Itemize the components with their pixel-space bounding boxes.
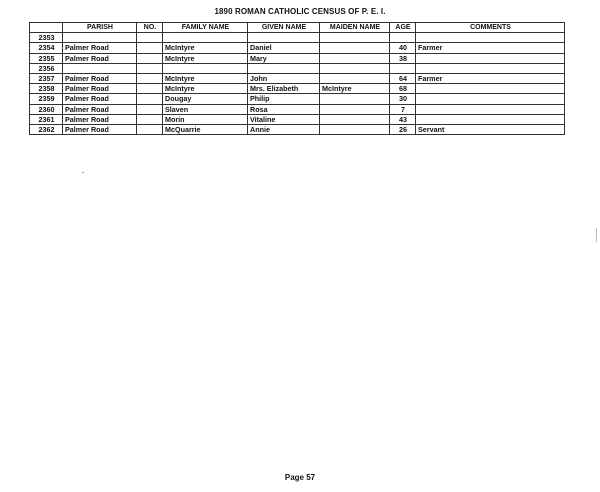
cell-no [137, 114, 163, 124]
cell-id: 2358 [30, 84, 63, 94]
cell-comments: Servant [416, 124, 565, 134]
cell-maiden-name [320, 63, 390, 73]
cell-family-name: Morin [163, 114, 248, 124]
column-header-maiden-name: MAIDEN NAME [320, 23, 390, 33]
header-row [30, 23, 565, 33]
cell-parish: Palmer Road [63, 114, 137, 124]
page-number: Page 57 [284, 473, 316, 482]
cell-family-name [163, 63, 248, 73]
cell-no [137, 73, 163, 83]
cell-given-name: Mary [248, 53, 320, 63]
cell-given-name: Vitaline [248, 114, 320, 124]
cell-given-name [248, 63, 320, 73]
cell-comments [416, 33, 565, 43]
cell-given-name: Annie [248, 124, 320, 134]
cell-maiden-name [320, 53, 390, 63]
column-header-given-name: GIVEN NAME [248, 23, 320, 33]
cell-parish: Palmer Road [63, 43, 137, 53]
cell-given-name: Rosa [248, 104, 320, 114]
cell-age [390, 63, 416, 73]
cell-given-name: Mrs. Elizabeth [248, 84, 320, 94]
cell-comments [416, 94, 565, 104]
cell-parish: Palmer Road [63, 53, 137, 63]
cell-age: 26 [390, 124, 416, 134]
cell-age: 64 [390, 73, 416, 83]
cell-comments [416, 104, 565, 114]
cell-family-name: Slaven [163, 104, 248, 114]
cell-id: 2362 [30, 124, 63, 134]
table-row [30, 63, 565, 73]
cell-maiden-name [320, 33, 390, 43]
column-header-age: AGE [390, 23, 416, 33]
table-row [30, 104, 565, 114]
cell-age: 40 [390, 43, 416, 53]
cell-age: 43 [390, 114, 416, 124]
cell-id: 2353 [30, 33, 63, 43]
table-row [30, 73, 565, 83]
cell-no [137, 43, 163, 53]
cell-given-name: Daniel [248, 43, 320, 53]
census-table [29, 22, 565, 135]
column-header-no: NO. [137, 23, 163, 33]
cell-maiden-name [320, 124, 390, 134]
cell-age: 38 [390, 53, 416, 63]
cell-given-name [248, 33, 320, 43]
cell-age [390, 33, 416, 43]
cell-parish: Palmer Road [63, 84, 137, 94]
column-header-comments: COMMENTS [416, 23, 565, 33]
column-header-parish: PARISH [63, 23, 137, 33]
cell-id: 2361 [30, 114, 63, 124]
cell-parish: Palmer Road [63, 104, 137, 114]
cell-age: 68 [390, 84, 416, 94]
cell-id: 2356 [30, 63, 63, 73]
cell-given-name: Philip [248, 94, 320, 104]
scan-speck [596, 228, 597, 242]
cell-age: 30 [390, 94, 416, 104]
cell-comments [416, 63, 565, 73]
cell-family-name: McIntyre [163, 53, 248, 63]
cell-family-name: Dougay [163, 94, 248, 104]
cell-comments [416, 53, 565, 63]
cell-comments: Farmer [416, 43, 565, 53]
cell-no [137, 84, 163, 94]
column-header-family-name: FAMILY NAME [163, 23, 248, 33]
cell-parish: Palmer Road [63, 94, 137, 104]
cell-no [137, 53, 163, 63]
cell-maiden-name [320, 104, 390, 114]
cell-parish: Palmer Road [63, 124, 137, 134]
table-row [30, 124, 565, 134]
cell-id: 2357 [30, 73, 63, 83]
cell-family-name: McIntyre [163, 43, 248, 53]
cell-comments [416, 84, 565, 94]
cell-no [137, 33, 163, 43]
cell-maiden-name [320, 73, 390, 83]
table-row [30, 43, 565, 53]
table-row [30, 114, 565, 124]
cell-maiden-name: McIntyre [320, 84, 390, 94]
cell-id: 2354 [30, 43, 63, 53]
cell-family-name: McIntyre [163, 73, 248, 83]
cell-family-name: McIntyre [163, 84, 248, 94]
cell-id: 2359 [30, 94, 63, 104]
cell-parish [63, 33, 137, 43]
cell-no [137, 124, 163, 134]
table-row [30, 53, 565, 63]
cell-comments [416, 114, 565, 124]
cell-maiden-name [320, 43, 390, 53]
cell-family-name: McQuarrie [163, 124, 248, 134]
cell-maiden-name [320, 94, 390, 104]
scan-speck [82, 172, 84, 173]
cell-no [137, 63, 163, 73]
cell-no [137, 94, 163, 104]
column-header-id [30, 23, 63, 33]
page-title: 1890 ROMAN CATHOLIC CENSUS OF P. E. I. [214, 7, 386, 16]
cell-maiden-name [320, 114, 390, 124]
cell-given-name: John [248, 73, 320, 83]
table-row [30, 84, 565, 94]
cell-no [137, 104, 163, 114]
cell-parish: Palmer Road [63, 73, 137, 83]
cell-comments: Farmer [416, 73, 565, 83]
cell-id: 2355 [30, 53, 63, 63]
table-row [30, 33, 565, 43]
cell-parish [63, 63, 137, 73]
cell-family-name [163, 33, 248, 43]
table-row [30, 94, 565, 104]
cell-id: 2360 [30, 104, 63, 114]
cell-age: 7 [390, 104, 416, 114]
